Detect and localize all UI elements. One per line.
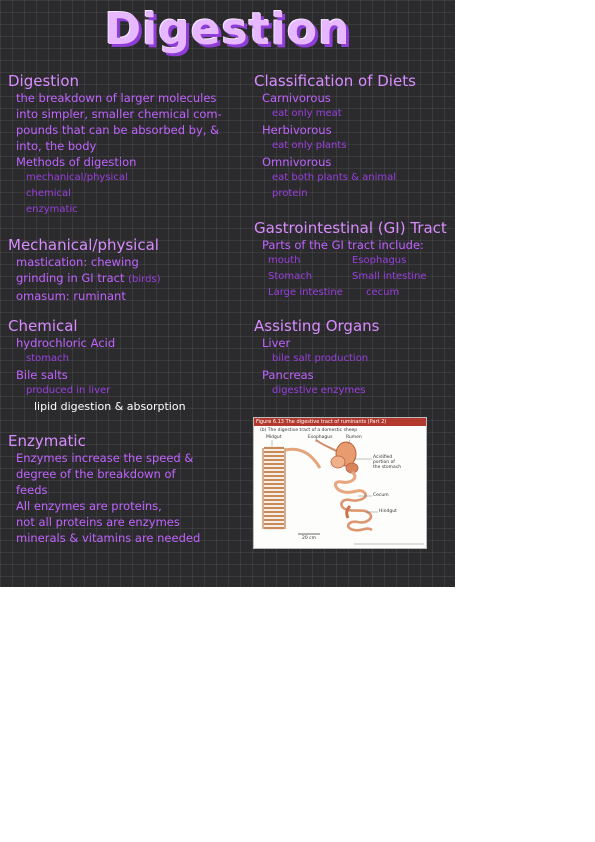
definition-line: into, the body bbox=[16, 139, 97, 153]
enzymatic-line: All enzymes are proteins, bbox=[16, 499, 162, 513]
method-item: chemical bbox=[26, 188, 71, 199]
sheep-digestive-tract-figure bbox=[253, 417, 427, 549]
gi-row bbox=[254, 253, 447, 269]
label-esophagus: Esophagus bbox=[308, 435, 333, 440]
pancreas-sub: digestive enzymes bbox=[272, 385, 366, 396]
enzymatic-line: Enzymes increase the speed & bbox=[16, 451, 194, 465]
methods-label: Methods of digestion bbox=[16, 155, 137, 169]
assisting-heading: Assisting Organs bbox=[254, 317, 380, 335]
mechanical-item bbox=[8, 270, 161, 288]
chemical-section bbox=[8, 318, 186, 415]
gi-part: Esophagus bbox=[352, 255, 407, 266]
gi-part: mouth bbox=[268, 255, 301, 266]
digestion-heading: Digestion bbox=[8, 72, 80, 90]
label-scale: 20 cm bbox=[302, 536, 317, 541]
mechanical-item: omasum: ruminant bbox=[16, 289, 126, 303]
method-item: enzymatic bbox=[26, 204, 78, 215]
gi-heading: Gastrointestinal (GI) Tract bbox=[254, 219, 447, 237]
omnivorous-sub: protein bbox=[272, 188, 308, 199]
bile-sub-white: lipid digestion & absorption bbox=[34, 400, 186, 413]
grinding-text: grinding in GI tract bbox=[16, 271, 125, 285]
enzymatic-line: not all proteins are enzymes bbox=[16, 515, 180, 529]
gi-part: cecum bbox=[366, 287, 400, 298]
liver-item: Liver bbox=[262, 336, 291, 350]
gi-part: Large intestine bbox=[268, 287, 343, 298]
hcl-item: hydrochloric Acid bbox=[16, 336, 116, 350]
label-stomach: the stomach bbox=[373, 465, 402, 470]
label-acidified: Acidified bbox=[373, 455, 393, 460]
label-cecum: Cecum bbox=[373, 493, 389, 498]
gi-row bbox=[254, 269, 447, 285]
definition-line: the breakdown of larger molecules bbox=[16, 91, 217, 105]
bile-item: Bile salts bbox=[16, 368, 68, 382]
classification-section bbox=[254, 73, 416, 202]
enzymatic-line: feeds bbox=[16, 483, 48, 497]
figure-subtitle: (b) The digestive tract of a domestic sheep bbox=[260, 428, 358, 433]
carnivorous-sub: eat only meat bbox=[272, 108, 342, 119]
gi-part: Stomach bbox=[268, 271, 313, 282]
herbivorous-sub: eat only plants bbox=[272, 140, 347, 151]
gi-intro: Parts of the GI tract include: bbox=[262, 238, 424, 252]
definition-line: pounds that can be absorbed by, & bbox=[16, 123, 220, 137]
gi-part: Small intestine bbox=[352, 271, 427, 282]
label-portion: portion of bbox=[373, 460, 395, 465]
herbivorous-item: Herbivorous bbox=[262, 123, 332, 137]
chemical-heading: Chemical bbox=[8, 317, 78, 335]
omnivorous-item: Omnivorous bbox=[262, 155, 332, 169]
omnivorous-sub: eat both plants & animal bbox=[272, 172, 397, 183]
liver-sub: bile salt production bbox=[272, 353, 369, 364]
label-hindgut: Hindgut bbox=[379, 509, 397, 514]
carnivorous-item: Carnivorous bbox=[262, 91, 331, 105]
assisting-section bbox=[254, 318, 379, 399]
digestion-section bbox=[8, 73, 222, 218]
figure-caption: Figure 6.13 The digestive tract of ruminants (Part 2) bbox=[254, 418, 426, 426]
enzymatic-line: minerals & vitamins are needed bbox=[16, 531, 201, 545]
enzymatic-section bbox=[8, 433, 200, 546]
classification-heading: Classification of Diets bbox=[254, 72, 416, 90]
method-item: mechanical/physical bbox=[26, 172, 128, 183]
pancreas-item: Pancreas bbox=[262, 368, 314, 382]
page-title: Digestion bbox=[104, 4, 351, 55]
label-midgut: Midgut bbox=[266, 435, 282, 440]
mechanical-section bbox=[8, 237, 161, 304]
hcl-sub: stomach bbox=[26, 353, 69, 364]
bile-sub: produced in liver bbox=[26, 385, 111, 396]
mechanical-item: mastication: chewing bbox=[16, 255, 139, 269]
label-rumen: Rumen bbox=[346, 435, 362, 440]
grinding-note: (birds) bbox=[128, 274, 161, 285]
gi-section bbox=[254, 220, 447, 301]
gi-row bbox=[254, 285, 447, 301]
mechanical-heading: Mechanical/physical bbox=[8, 236, 159, 254]
enzymatic-heading: Enzymatic bbox=[8, 432, 86, 450]
definition-line: into simpler, smaller chemical com- bbox=[16, 107, 222, 121]
enzymatic-line: degree of the breakdown of bbox=[16, 467, 176, 481]
